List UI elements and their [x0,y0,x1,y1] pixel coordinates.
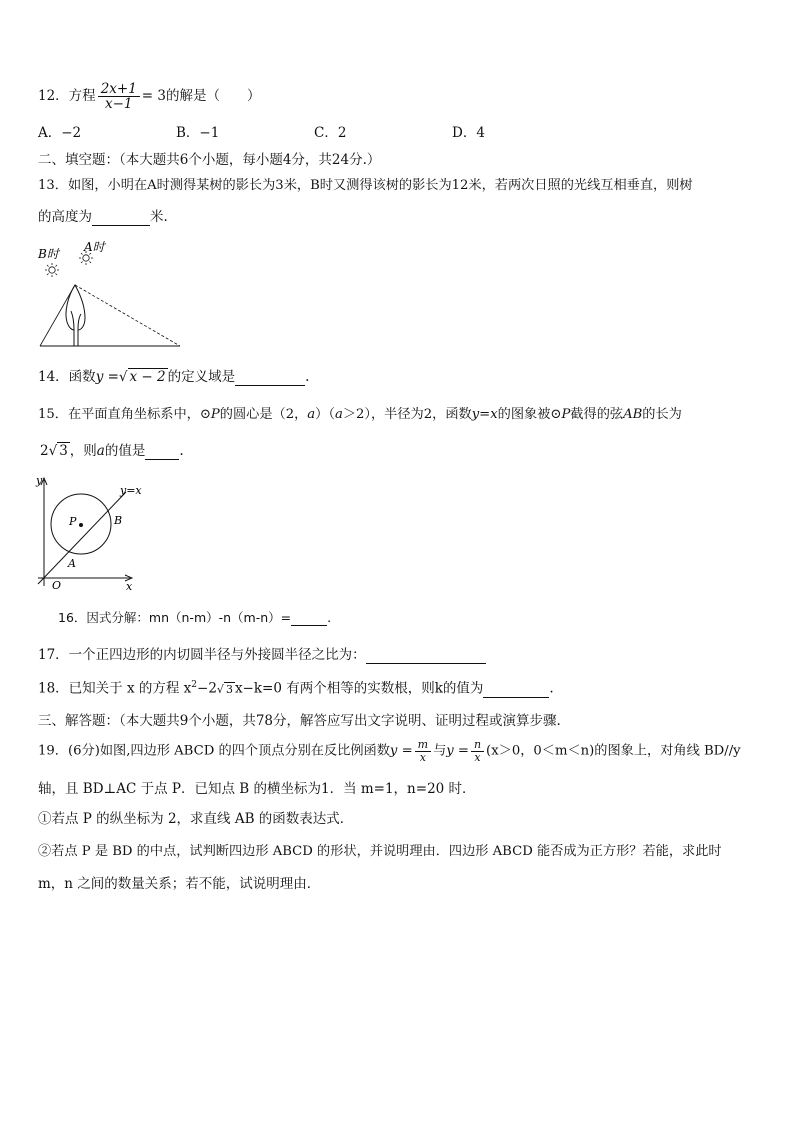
q14-radicand: x − 2 [129,369,166,385]
q12-option-c: C．2 [314,125,347,141]
q19-frac-m: $\frac{m}{x}$ [415,739,431,763]
q15-label-line: y=x [120,484,142,497]
q18-sqrt: √ 3 [216,682,233,696]
q15-label-x: x [126,580,133,592]
q14-sqrt: √ x − 2 [118,369,166,385]
q18-answer-blank[interactable] [483,681,549,698]
q15-circle-figure [34,472,150,592]
q19-line2: 轴，且 BD⊥AC 于点 P．已知点 B 的横坐标为1．当 m=1，n=20 时． [38,781,476,797]
q13-label-b: B时 [38,247,59,261]
q15-line2: 2√ 3 ，则a的值是 . [40,443,184,459]
q18-exponent: 2 [191,680,198,690]
section2-title: 二、填空题：（本大题共6个小题，每小题4分，共24分.） [38,152,381,168]
q15-label-b: B [114,514,123,527]
q15-label-o: O [52,579,62,592]
q13-ray-b [75,285,180,346]
q19-line4: ②若点 P 是 BD 的中点，试判断四边形 ABCD 的形状，并说明理由．四边形 ABCD 能否成为正方形？若能，求此时 [38,844,722,859]
q15-coef: 2 [40,443,49,459]
q12-option-a: A．−2 [38,125,82,141]
q13-sun-b-icon [45,263,59,277]
section3-title: 三、解答题：（本大题共9个小题，共78分，解答应写出文字说明、证明过程或演算步骤. [38,713,561,729]
q12-tail: 的解是（ ） [166,88,261,105]
q18-radicand: 3 [225,682,233,696]
q17-answer-blank[interactable] [366,647,486,664]
q12-frac-den: x−1 [104,96,133,113]
q12-frac-num: 2x+1 [98,82,140,97]
q19-line5: m，n 之间的数量关系；若不能，试说明理由． [38,876,321,892]
q12-fraction [98,82,140,111]
q12-option-d: D．4 [452,125,485,141]
q17-stem: 17．一个正四边形的内切圆半径与外接圆半径之比为： [38,647,486,664]
q14-func-lhs: y = [95,369,119,385]
q15-sqrt: √ 3 [48,443,68,459]
q16-stem: 16．因式分解：mn（n-m）-n（m-n）= . [58,610,332,625]
q13-tree-shadow-figure [34,238,186,352]
q13-line2: 的高度为 米. [38,209,168,225]
q12-rhs: = 3 [141,88,166,105]
q13-label-a: A时 [84,240,105,254]
q12-number: 12．方程 [38,88,96,105]
q18-stem: 18．已知关于 x 的方程 $x^2-2√$ 3 x−k=0 有两个相等的实数根，则k的值为 . [38,680,554,697]
q15-radicand: 3 [59,443,68,459]
q14-answer-blank[interactable] [235,369,305,386]
q13-line1: 13．如图，小明在A时测得某树的影长为3米，B时又测得该树的影长为12米，若两次日照的光线互相垂直，则树 [38,178,693,193]
q13-answer-blank[interactable] [92,209,150,226]
q16-answer-blank[interactable] [291,610,327,626]
q15-center-dot [79,523,83,527]
q12-option-b: B．−1 [176,125,220,141]
q15-answer-blank[interactable] [145,443,179,460]
q15-label-a: A [68,557,76,570]
q14-stem: 14．函数y =√ x − 2 的定义域是 . [38,369,310,385]
q19-line1: 19．(6分)如图,四边形 ABCD 的四个顶点分别在反比例函数y = $\frac{m}{x}$ 与y = $\frac{n}{x}$ (x＞0，0＜m＜n)的图象上，对角线 BD//y [38,738,741,764]
q15-label-p: P [69,515,77,528]
q19-line3: ①若点 P 的纵坐标为 2，求直线 AB 的函数表达式． [38,811,354,827]
q13-tree-icon [66,285,85,346]
q12-stem [38,82,261,111]
q15-line-yx [38,492,126,584]
q15-label-y: y [36,474,43,487]
q15-line1: 15．在平面直角坐标系中，⊙P的圆心是（2，a）（a＞2），半径为2，函数y=x的图象被⊙P截得的弦AB的长为 [38,407,682,422]
q19-frac-n: $\frac{n}{x}$ [471,739,484,763]
